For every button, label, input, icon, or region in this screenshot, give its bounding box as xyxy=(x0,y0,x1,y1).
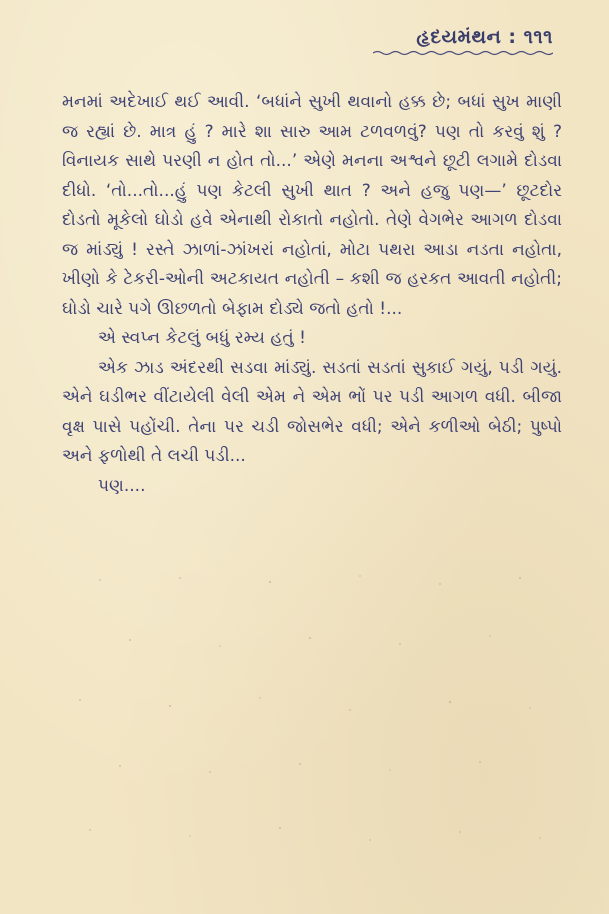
body-text xyxy=(62,88,562,501)
paragraph: એ સ્વપ્ન કેટલું બધું રમ્ય હતું ! xyxy=(98,328,306,348)
paragraph: પણ.... xyxy=(98,475,146,496)
paper-speckle-texture xyxy=(60,560,560,880)
wavy-underline-ornament xyxy=(373,50,553,56)
paragraph: મનમાં અદેખાઈ થઈ આવી. ‘બધાંને સુખી થવાનો હક્ક છે; બધાં સુખ માણી જ રહ્યાં છે. માત્ર હું ? મારે શા સારુ આમ ટળવળવું? પણ તો કરવું શું ? વિનાયક સાથે પરણી ન હોત તો...’ એણે મનના અશ્વને છૂટી લગામે દોડવા દીધો. ‘તો...તો...હું પણ કેટલી સુખી થાત ? અને હજુ પણ—’ છૂટદોર દોડતો મૂકેલો ઘોડો હવે એનાથી રોકાતો નહોતો. તેણે વેગભેર આગળ દોડવા જ માંડ્યું ! રસ્તે ઝાળાં-ઝાંખરાં નહોતાં, મોટા પથરા આડા નડતા નહોતા, ખીણો કે ટેકરી-ઓની અટકાયત નહોતી – કશી જ હરકત આવતી નહોતી; ઘોડો ચારે પગે ઊછળતો બેફામ દોડ્યે જતો હતો !... xyxy=(62,92,562,319)
running-title: હૃદયમંથન : ૧૧૧ xyxy=(416,26,553,48)
paragraph: એક ઝાડ અંદરથી સડવા માંડ્યું. સડતાં સડતાં સુકાઈ ગયું, પડી ગયું. એને ઘડીભર વીંટાયેલી વેલી એમ ને એમ ભોં પર પડી આગળ વધી. બીજા વૃક્ષ પાસે પહોંચી. તેના પર ચડી જોસભેર વધી; એને કળીઓ બેઠી; પુષ્પો અને ફળોથી તે લચી પડી... xyxy=(62,357,562,466)
page-header xyxy=(373,26,553,56)
